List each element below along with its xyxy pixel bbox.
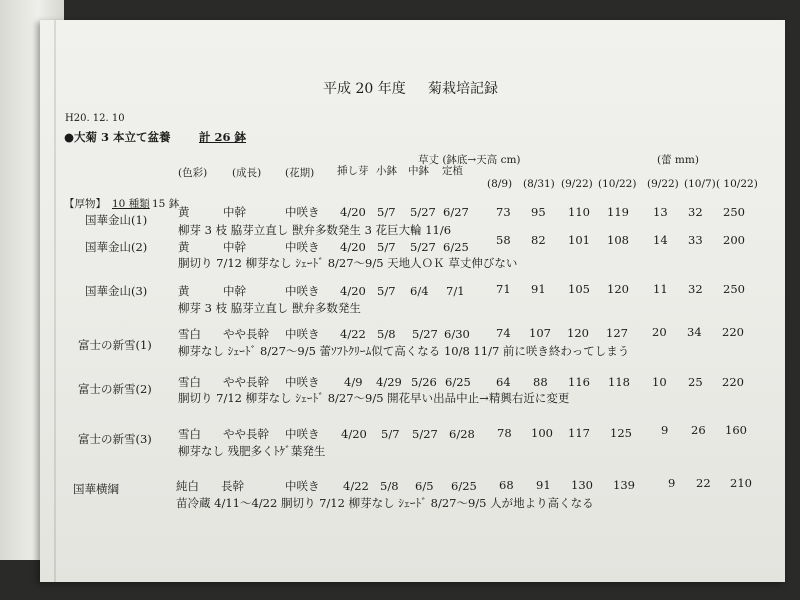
row-growth: やや長幹 bbox=[223, 427, 269, 441]
row-bud-1: 14 bbox=[653, 233, 668, 247]
row-color: 黄 bbox=[178, 205, 190, 219]
row-planting: 6/30 bbox=[444, 327, 470, 341]
row-cutting: 4/22 bbox=[340, 327, 366, 341]
height-date-3: (9/22) bbox=[561, 178, 593, 190]
row-bud-2: 25 bbox=[688, 375, 703, 389]
row-flower-period: 中咲き bbox=[285, 205, 320, 219]
row-bud-3: 220 bbox=[722, 375, 744, 389]
row-small-pot: 4/29 bbox=[376, 375, 402, 389]
row-height-4: 118 bbox=[608, 375, 630, 389]
row-height-3: 116 bbox=[568, 375, 590, 389]
row-bud-3: 210 bbox=[730, 476, 752, 490]
bud-header-title: (蕾 mm) bbox=[657, 154, 699, 166]
row-height-1: 74 bbox=[496, 326, 511, 340]
row-growth: やや長幹 bbox=[223, 375, 269, 389]
row-growth: 中幹 bbox=[223, 240, 246, 254]
row-cutting: 4/22 bbox=[343, 479, 369, 493]
document-page bbox=[40, 20, 785, 582]
row-height-2: 82 bbox=[531, 233, 546, 247]
row-height-4: 120 bbox=[607, 282, 629, 296]
row-planting: 6/25 bbox=[445, 375, 471, 389]
row-note: 柳芽なし ｼｪｰﾄﾞ 8/27～9/5 蕾ｿﾌﾄｸﾘｰﾑ似て高くなる 10/8 11/7 前に咲き終わってしまう bbox=[178, 344, 630, 358]
row-note: 柳芽 3 枝 脇芽立直し 獣弁多数発生 3 花巨大輪 11/6 bbox=[178, 223, 452, 237]
row-height-3: 101 bbox=[568, 233, 590, 247]
row-height-1: 73 bbox=[496, 205, 511, 219]
row-planting: 6/25 bbox=[451, 479, 477, 493]
row-height-4: 119 bbox=[607, 205, 629, 219]
section-heading: ●大菊 3 本立て盆養 bbox=[64, 130, 171, 144]
row-variety-name: 国華横綱 bbox=[73, 482, 119, 496]
row-planting: 6/25 bbox=[443, 240, 469, 254]
row-height-3: 110 bbox=[568, 205, 590, 219]
category-pots: 15 鉢 bbox=[152, 198, 180, 210]
row-flower-period: 中咲き bbox=[285, 427, 320, 441]
height-date-2: (8/31) bbox=[523, 178, 555, 190]
row-planting: 7/1 bbox=[446, 284, 465, 298]
document-date: H20. 12. 10 bbox=[65, 113, 125, 124]
row-mid-pot: 5/26 bbox=[411, 375, 437, 389]
row-variety-name: 国華金山(3) bbox=[85, 284, 148, 298]
row-growth: やや長幹 bbox=[223, 327, 269, 341]
row-bud-3: 250 bbox=[723, 282, 745, 296]
row-bud-1: 20 bbox=[652, 325, 667, 339]
row-bud-1: 11 bbox=[653, 282, 668, 296]
row-height-4: 125 bbox=[610, 426, 632, 440]
row-variety-name: 国華金山(1) bbox=[85, 213, 148, 227]
header-small-pot: 小鉢 bbox=[376, 165, 397, 177]
row-small-pot: 5/7 bbox=[377, 240, 396, 254]
row-variety-name: 富士の新雪(1) bbox=[78, 338, 152, 352]
row-growth: 中幹 bbox=[223, 284, 246, 298]
row-height-2: 100 bbox=[531, 426, 553, 440]
row-mid-pot: 5/27 bbox=[410, 205, 436, 219]
row-height-3: 117 bbox=[568, 426, 590, 440]
row-height-4: 108 bbox=[607, 233, 629, 247]
row-height-3: 130 bbox=[571, 478, 593, 492]
row-cutting: 4/20 bbox=[340, 240, 366, 254]
row-bud-2: 32 bbox=[688, 205, 703, 219]
row-mid-pot: 6/5 bbox=[415, 479, 434, 493]
row-height-2: 91 bbox=[536, 478, 551, 492]
row-variety-name: 富士の新雪(2) bbox=[78, 382, 152, 396]
height-header-title: 草丈 (鉢底→天高 cm) bbox=[418, 154, 521, 166]
row-small-pot: 5/7 bbox=[377, 284, 396, 298]
row-variety-name: 富士の新雪(3) bbox=[78, 432, 152, 446]
row-variety-name: 国華金山(2) bbox=[85, 240, 148, 254]
row-cutting: 4/20 bbox=[340, 205, 366, 219]
row-growth: 中幹 bbox=[223, 205, 246, 219]
row-bud-2: 34 bbox=[687, 325, 702, 339]
row-color: 黄 bbox=[178, 284, 190, 298]
row-height-3: 105 bbox=[568, 282, 590, 296]
page-fold-line bbox=[54, 20, 56, 582]
row-small-pot: 5/8 bbox=[377, 327, 396, 341]
row-mid-pot: 5/27 bbox=[410, 240, 436, 254]
title-year: 平成 20 年度 bbox=[323, 81, 406, 97]
row-bud-3: 160 bbox=[725, 423, 747, 437]
row-flower-period: 中咲き bbox=[285, 284, 320, 298]
row-flower-period: 中咲き bbox=[285, 479, 320, 493]
row-bud-2: 22 bbox=[696, 476, 711, 490]
row-height-2: 107 bbox=[529, 326, 551, 340]
page-title: 菊栽培記録 bbox=[428, 81, 498, 97]
row-bud-3: 220 bbox=[722, 325, 744, 339]
row-color: 純白 bbox=[176, 479, 199, 493]
height-date-1: (8/9) bbox=[487, 178, 513, 190]
row-bud-3: 200 bbox=[723, 233, 745, 247]
row-bud-1: 9 bbox=[668, 476, 676, 490]
row-color: 雪白 bbox=[178, 427, 201, 441]
row-height-2: 88 bbox=[533, 375, 548, 389]
row-height-1: 78 bbox=[497, 426, 512, 440]
header-flower-period: (花期) bbox=[285, 167, 315, 179]
bud-date-1: (9/22) bbox=[647, 178, 679, 190]
row-mid-pot: 6/4 bbox=[410, 284, 429, 298]
row-cutting: 4/9 bbox=[344, 375, 363, 389]
row-height-4: 127 bbox=[606, 326, 628, 340]
row-mid-pot: 5/27 bbox=[412, 427, 438, 441]
row-bud-2: 32 bbox=[688, 282, 703, 296]
row-planting: 6/27 bbox=[443, 205, 469, 219]
row-color: 黄 bbox=[178, 240, 190, 254]
row-color: 雪白 bbox=[178, 327, 201, 341]
header-cutting: 挿し芽 bbox=[337, 165, 369, 177]
category-count: 10 種類 bbox=[112, 198, 150, 210]
header-planting: 定植 bbox=[442, 165, 463, 177]
row-note: 柳芽なし 残肥多くﾄｹﾞ葉発生 bbox=[178, 444, 326, 458]
row-note: 胴切り 7/12 柳芽なし ｼｪｰﾄﾞ 8/27～9/5 開花早い出品中止→精興右近に変更 bbox=[178, 391, 570, 405]
row-bud-2: 26 bbox=[691, 423, 706, 437]
row-height-1: 58 bbox=[496, 233, 511, 247]
row-color: 雪白 bbox=[178, 375, 201, 389]
section-total: 計 26 鉢 bbox=[199, 130, 247, 144]
row-height-1: 71 bbox=[496, 282, 511, 296]
row-small-pot: 5/8 bbox=[380, 479, 399, 493]
bud-date-3: ( 10/22) bbox=[716, 178, 758, 190]
header-growth: (成長) bbox=[232, 167, 262, 179]
category-name: 【厚物】 bbox=[64, 198, 106, 210]
row-cutting: 4/20 bbox=[340, 284, 366, 298]
row-mid-pot: 5/27 bbox=[412, 327, 438, 341]
row-growth: 長幹 bbox=[221, 479, 244, 493]
height-date-4: (10/22) bbox=[598, 178, 637, 190]
row-flower-period: 中咲き bbox=[285, 375, 320, 389]
row-bud-3: 250 bbox=[723, 205, 745, 219]
row-flower-period: 中咲き bbox=[285, 327, 320, 341]
row-note: 苗冷蔵 4/11～4/22 胴切り 7/12 柳芽なし ｼｪｰﾄﾞ 8/27～9/5 人が地より高くなる bbox=[176, 496, 594, 510]
row-planting: 6/28 bbox=[449, 427, 475, 441]
row-small-pot: 5/7 bbox=[381, 427, 400, 441]
row-note: 柳芽 3 枝 脇芽立直し 獣弁多数発生 bbox=[178, 301, 361, 315]
row-height-4: 139 bbox=[613, 478, 635, 492]
row-bud-1: 10 bbox=[652, 375, 667, 389]
bud-date-2: (10/7) bbox=[684, 178, 716, 190]
row-cutting: 4/20 bbox=[341, 427, 367, 441]
row-small-pot: 5/7 bbox=[377, 205, 396, 219]
row-bud-1: 9 bbox=[661, 423, 669, 437]
row-height-2: 91 bbox=[531, 282, 546, 296]
row-height-1: 64 bbox=[496, 375, 511, 389]
row-bud-1: 13 bbox=[653, 205, 668, 219]
header-color: (色彩) bbox=[178, 167, 208, 179]
row-note: 胴切り 7/12 柳芽なし ｼｪｰﾄﾞ 8/27～9/5 天地人ＯＫ 草丈伸びない bbox=[178, 256, 518, 270]
row-height-2: 95 bbox=[531, 205, 546, 219]
row-flower-period: 中咲き bbox=[285, 240, 320, 254]
row-height-3: 120 bbox=[567, 326, 589, 340]
row-bud-2: 33 bbox=[688, 233, 703, 247]
header-mid-pot: 中鉢 bbox=[408, 165, 429, 177]
row-height-1: 68 bbox=[499, 478, 514, 492]
